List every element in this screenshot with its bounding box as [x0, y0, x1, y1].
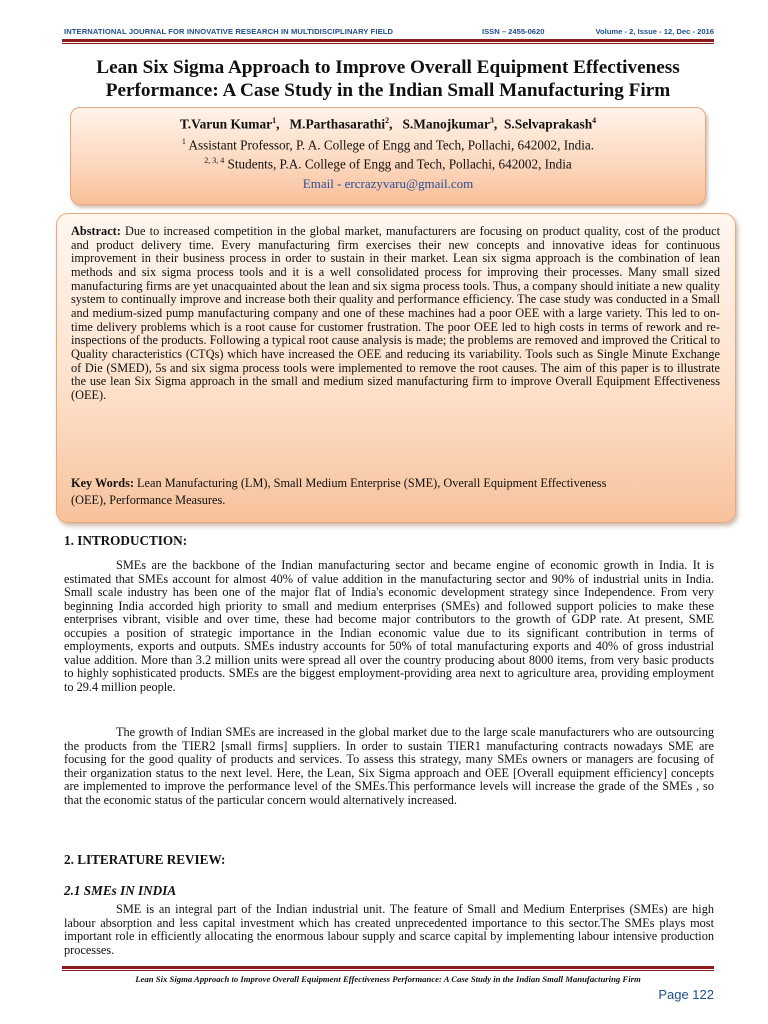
subsection-heading: 2.1 SMEs IN INDIA — [64, 883, 177, 898]
abstract-label: Abstract: — [71, 224, 121, 238]
author-sup: 4 — [592, 116, 597, 125]
author-name: T.Varun Kumar — [179, 116, 273, 132]
authors-box — [70, 107, 706, 205]
abstract — [71, 225, 720, 403]
subsection-paragraph: SME is an integral part of the Indian industrial unit. The feature of Small and Medium Enterprises (SMEs) are high labour absorption and less capital investment which has created unprecedented importance to this sector.The SMEs plays most important role in efficiently allocating the enormous labour supply and scarce capital by implementing labour intensive production processes. — [64, 902, 714, 957]
affiliation-sup: 2, 3, 4 — [204, 156, 225, 165]
author-email: Email - ercrazyvaru@gmail.com — [302, 176, 474, 191]
volume-issue: Volume - 2, Issue - 12, Dec - 2016 — [595, 27, 714, 36]
keywords-text: Lean Manufacturing (LM), Small Medium Enterprise (SME), Overall Equipment Effectiveness (OEE), Performance Measures. — [71, 476, 607, 507]
affiliation-2 — [71, 156, 705, 172]
author-sep: , — [276, 116, 290, 132]
abstract-box — [56, 213, 736, 523]
author-sup: 3 — [489, 116, 494, 125]
author-name: S.Selvaprakash — [503, 116, 593, 132]
affiliation-text: Students, P.A. College of Engg and Tech, Pollachi, 642002, India — [224, 156, 572, 172]
footer-rule — [62, 966, 714, 971]
page-number: Page 122 — [658, 987, 714, 1002]
intro-paragraph-1: SMEs are the backbone of the Indian manufacturing sector and became engine of economic growth in India. It is estimated that SMEs account for almost 40% of value addition in the manufacturing sector and 90% of industrial units in India. Small scale industry has been one of the major flat of India's economic development strategy since Independence. From very beginning India accorded high priority to small and medium enterprises (SMEs) and followed support policies to make these enterprises vibrant, visible and over time, these had become major contributors to the growth of GDP rate. At present, SME occupies a position of strategic importance in the Indian economic value due to its significant contribution in terms of employments, exports and outputs. SMEs industry accounts for 50% of total manufacturing exports and 40% of gross industrial value addition. More than 3.2 million units were spread all over the country producing about 8000 items, from very basic products to highly sophisticated products. SMEs are the biggest employment-providing area next to agriculture area, providing employment to 29.4 million people. — [64, 558, 714, 694]
author-sup: 1 — [272, 116, 277, 125]
journal-name: INTERNATIONAL JOURNAL FOR INNOVATIVE RESEARCH IN MULTIDISCIPLINARY FIELD — [64, 27, 394, 36]
paper-title: Lean Six Sigma Approach to Improve Overall Equipment Effectiveness Performance: A Case Study in the Indian Small Manufacturing Firm — [96, 57, 680, 101]
affiliation-1 — [71, 137, 705, 153]
header-rule — [62, 39, 714, 44]
section-heading-introduction: 1. INTRODUCTION: — [64, 533, 188, 548]
author-name: S.Manojkumar — [402, 116, 490, 132]
affiliation-text: Assistant Professor, P. A. College of Engg and Tech, Pollachi, 642002, India. — [185, 137, 595, 153]
issn: ISSN – 2455-0620 — [482, 27, 545, 36]
affiliation-sup: 1 — [181, 137, 186, 146]
footer-running-title: Lean Six Sigma Approach to Improve Overall Equipment Effectiveness Performance: A Case Study in the Indian Small Manufacturing Firm — [135, 974, 641, 984]
author-sep: , — [389, 116, 403, 132]
keywords-label: Key Words: — [71, 476, 134, 490]
intro-paragraph-2: The growth of Indian SMEs are increased in the global market due to the large scale manufacturers who are outsourcing the products from the TIER2 [small firms] suppliers. In order to sustain TIER1 manufacturing contracts nowadays SME are focusing for the good quality of products and services. To assess this strategy, many SMEs owners or managers are focusing of their organization status to the next level. Here, the Lean, Six Sigma approach and OEE [Overall equipment efficiency] concepts are implemented to improve the performance level of the SMEs.This performance levels will increase the grade of the SMEs , so that the economic status of the particular concern would alternatively increased. — [64, 725, 714, 807]
author-name: M.Parthasarathi — [289, 116, 386, 132]
author-sep: , — [493, 116, 504, 132]
author-list — [71, 116, 705, 132]
section-heading-literature: 2. LITERATURE REVIEW: — [64, 852, 226, 867]
keywords — [71, 475, 631, 509]
author-sup: 2 — [385, 116, 390, 125]
abstract-text: Due to increased competition in the global market, manufacturers are focusing on product quality, cost of the product and product delivery time. Every manufacturing firm exercises their new concepts and innovative ideas for continuous improvement in their business process in order to sustain in their market. Lean six sigma approach is the combination of lean methods and six sigma process tools and it is a well consolidated process for improving their processes. Many small sized manufacturing firms are yet unacquainted about the lean and six sigma process tools. Thus, a company should initiate a new quality system to continually improve and increase both their quality and performance efficiency. The case study was conducted in a Small and medium-sized pump manufacturing company and one of these machines had a poor OEE with a large variety. This led to on-time delivery problems which is a root cause for customer frustration. The poor OEE led to high costs in terms of rework and re-inspections of the products. Following a typical root cause analysis is made; the problems are removed and improved the Critical to Quality characteristics (CTQs) which have increased the OEE and reducing its variability. Tools such as Single Minute Exchange of Die (SMED), 5s and six sigma process tools were implemented to remove the root causes. The aim of this paper is to illustrate the use lean Six Sigma approach in the small and medium sized manufacturing firm to improve Overall Equipment Effectiveness (OEE). — [71, 224, 720, 402]
